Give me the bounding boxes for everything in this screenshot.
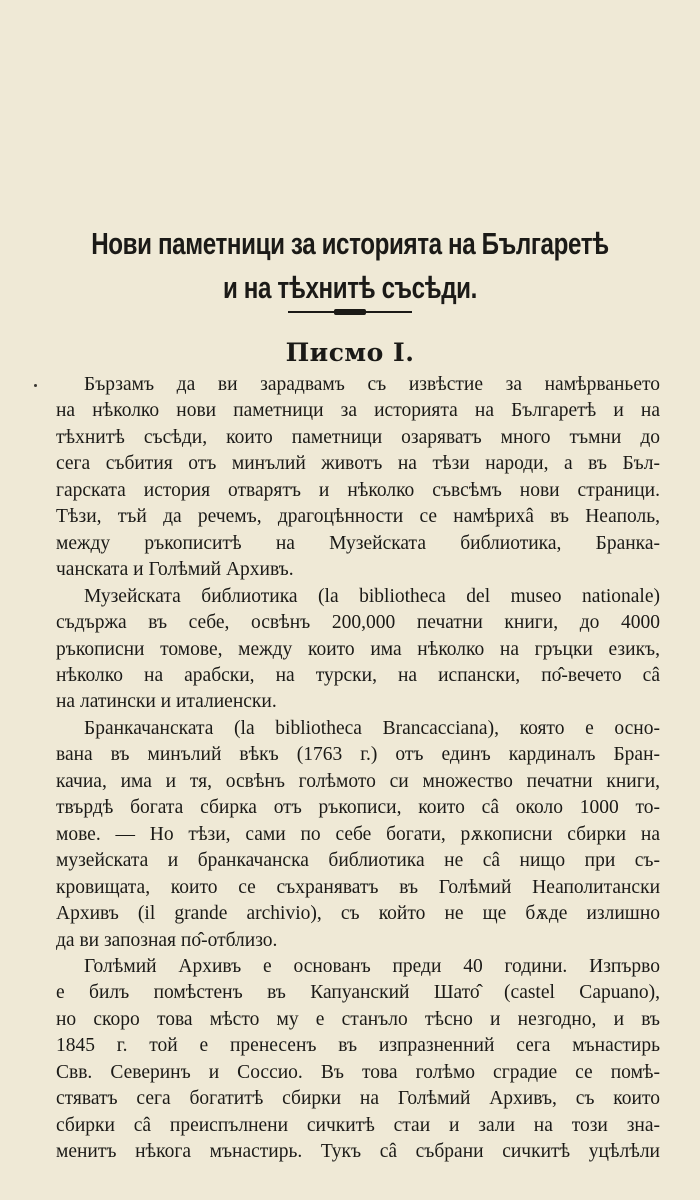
- text-line: Голѣмий Архивъ е основанъ преди 40 години. Изпърво: [84, 955, 660, 977]
- text-line: музейската и бранкачанска библиотика не сâ нищо при съ-: [56, 850, 660, 872]
- ornamental-divider-center: [334, 309, 366, 315]
- text-line: вана въ минълий вѣкъ (1763 г.) отъ единъ кардиналъ Бран-: [56, 744, 660, 766]
- text-line: гарската история отварятъ и нѣколко съвсѣмъ нови страници.: [56, 479, 660, 501]
- text-line: менитъ нѣкога мънастирь. Тукъ сâ събрани сичкитѣ уцѣлѣли: [56, 1141, 660, 1163]
- text-line: сбирки сâ преиспълнени сичкитѣ стаи и зали на този зна-: [56, 1114, 660, 1136]
- text-line: качиа, има и тя, освѣнъ голѣмото си множество печатни книги,: [56, 770, 660, 792]
- text-line: но скоро това мѣсто му е станъло тѣсно и незгодно, и въ: [56, 1008, 660, 1030]
- text-line: мове. — Но тѣзи, сами по себе богати, рѫкописни сбирки на: [56, 823, 660, 845]
- article-title: [77, 222, 623, 310]
- text-line: чанската и Голѣмий Архивъ.: [56, 559, 294, 581]
- text-line: 1845 г. той е пренесенъ въ изпразненний сега мънастирь: [56, 1035, 660, 1057]
- text-line: тѣхнитѣ съсѣди, които паметници озаряватъ много тъмни до: [56, 426, 660, 448]
- text-line: на латински и италиенски.: [56, 691, 277, 713]
- text-line: стяватъ сега богатитѣ сбирки на Голѣмий Архивъ, съ които: [56, 1088, 660, 1110]
- text-line: Музейската библиотика (la bibliotheca del museo nationale): [84, 585, 660, 607]
- text-line: на нѣколко нови паметници за историята на Българетѣ и на: [56, 400, 660, 422]
- text-line: е билъ помѣстенъ въ Капуанский Шато̂ (castel Capuano),: [56, 982, 660, 1004]
- article-title-line-2: и на тѣхнитѣ съсѣди.: [223, 270, 477, 305]
- text-line: сега събития отъ минълий животъ на тѣзи народи, а въ Бъл-: [56, 453, 660, 475]
- text-line: Бранкачанската (la bibliotheca Brancacciana), която е осно-: [84, 717, 660, 739]
- article-title-line-1: Нови паметници за историята на Българетѣ: [91, 226, 609, 261]
- text-line: Свв. Северинъ и Соссио. Въ това голѣмо сградие се помѣ-: [56, 1061, 660, 1083]
- ink-speck: [34, 384, 37, 387]
- text-line: Бързамъ да ви зарадвамъ съ извѣстие за намѣрваньето: [84, 374, 660, 395]
- text-line: ръкописни томове, между които има нѣколко на гръцки езикъ,: [56, 638, 660, 660]
- letter-heading: Писмо I.: [285, 338, 415, 367]
- text-line: нѣколко на арабски, на турски, на испански, по̂-вечето сâ: [56, 664, 660, 686]
- text-line: Архивъ (il grande archivio), съ който не ще бѫде излишно: [56, 903, 660, 925]
- text-line: между ръкописитѣ на Музейската библиотика, Бранка-: [56, 532, 660, 554]
- text-line: Тѣзи, тъй да речемъ, драгоцѣнности се намѣрихâ въ Неаполь,: [56, 506, 660, 528]
- text-line: да ви запозная по̂-отблизо.: [56, 929, 278, 951]
- text-line: твърдѣ богата сбирка отъ ръкописи, които сâ около 1000 то-: [56, 797, 660, 819]
- text-line: кровищата, които се съхраняватъ въ Голѣмий Неаполитански: [56, 876, 660, 898]
- text-line: съдържа въ себе, освѣнъ 200,000 печатни книги, до 4000: [56, 612, 660, 634]
- body-text: [56, 372, 660, 1166]
